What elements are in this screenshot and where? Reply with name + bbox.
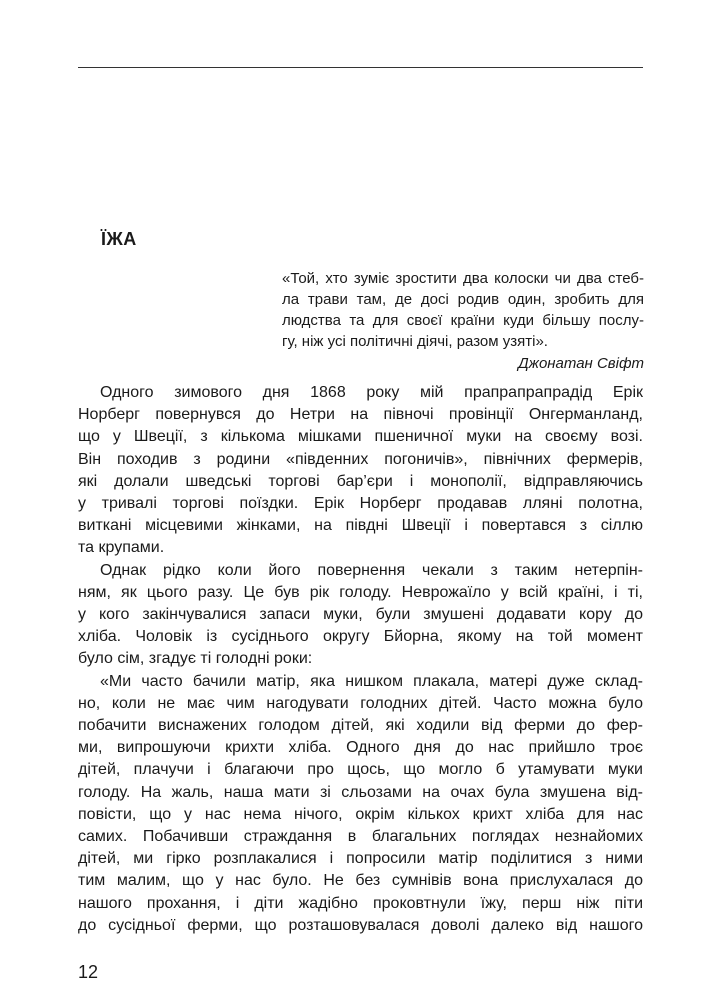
body-line: дітей, ми гірко розплакалися і попросили матір поділитися з ними [78,850,643,868]
body-line: ми, випрошуючи крихти хліба. Одного дня до нас прийшло троє [78,739,643,757]
body-line: побачити виснажених голодом дітей, які ходили від ферми до фер- [78,717,643,735]
epigraph-line: ла трави там, де досі родив один, зробить для [282,291,644,308]
body-line: самих. Побачивши страждання в благальних поглядах незнайомих [78,828,643,846]
page-number: 12 [78,962,99,982]
body-line: Однак рідко коли його повернення чекали з таким нетерпін- [100,561,643,579]
body-line: ням, як цього разу. Це був рік голоду. Неврожаїло у всій країні, і ті, [78,583,643,601]
body-line: у тривалі торгові поїздки. Ерік Норберг продавав лляні полотна, [78,495,643,513]
body-line: які долали шведські торгові бар’єри і монополії, відправляючись [78,472,643,490]
body-line: що у Швеції, з кількома мішками пшеничної муки на своєму возі. [78,428,643,446]
body-line: Він походив з родини «південних погоничів», північних фермерів, [78,450,643,468]
epigraph [282,268,644,374]
body-line: Норберг повернувся до Нетри на півночі провінції Онгерманланд, [78,406,643,424]
body-line: тим малим, що у нас було. Не без сумнівів вона прислухалася до [78,872,643,890]
body-text [78,382,643,937]
body-line: но, коли не має чим нагодувати голодних дітей. Часто можна було [78,694,643,712]
body-line: у кого закінчувалися запаси муки, були змушені додавати кору до [78,606,643,624]
body-line: до сусідньої ферми, що розташовувалася доволі далеко від нашого [78,916,643,934]
body-line: виткані місцевими жінками, на півдні Швеції і повертався з сіллю [78,517,643,535]
body-line: та крупами. [78,539,165,557]
epigraph-line: гу, ніж усі політичні діячі, разом узяті». [282,333,548,350]
body-line: Одного зимового дня 1868 року мій прапрапрапрадід Ерік [100,384,643,401]
body-line: «Ми часто бачили матір, яка нишком плакала, матері дуже склад- [100,672,643,690]
chapter-title: ЇЖА [101,229,137,249]
body-line: нашого прохання, і діти жадібно проковтнули їжу, перш ніж піти [78,894,643,912]
body-line: хліба. Чоловік із сусіднього округу Бйорна, якому на той момент [78,628,643,646]
header-rule [78,67,643,68]
epigraph-author: Джонатан Свіфт [518,355,644,372]
body-line: дітей, плачучи і благаючи про щось, що могло б утамувати муки [78,761,643,779]
epigraph-line: «Той, хто зуміє зростити два колоски чи два стеб- [282,270,644,287]
body-line: голоду. На жаль, наша мати зі сльозами на очах була змушена від- [78,783,643,801]
body-line: було сім, згадує ті голодні роки: [78,650,313,668]
epigraph-line: людства та для своєї країни куди більшу послу- [282,312,644,329]
body-line: повісти, що у нас нема нічого, окрім кількох крихт хліба для нас [78,805,643,823]
